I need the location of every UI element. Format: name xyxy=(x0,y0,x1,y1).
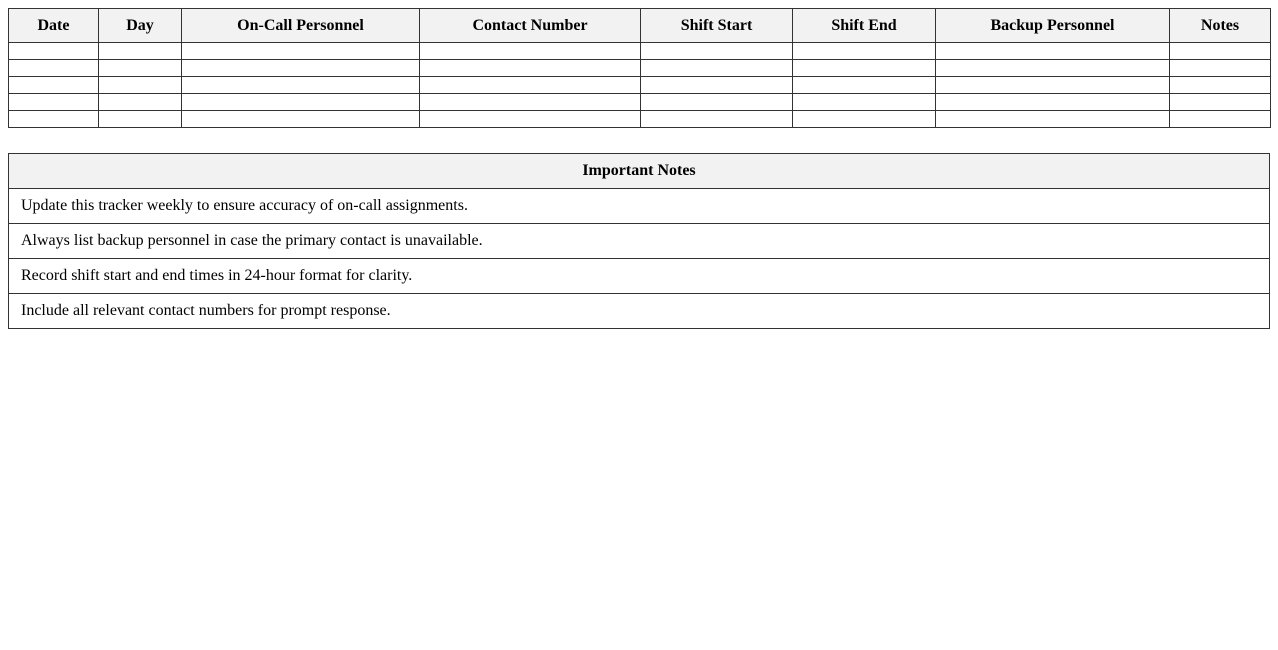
table-cell xyxy=(641,43,793,60)
list-item xyxy=(9,294,1270,329)
table-cell xyxy=(936,43,1170,60)
table-cell xyxy=(936,111,1170,128)
table-cell xyxy=(1170,77,1271,94)
table-cell xyxy=(9,43,99,60)
table-row xyxy=(9,43,1271,60)
table-cell xyxy=(182,60,420,77)
table-cell xyxy=(936,60,1170,77)
table-cell xyxy=(9,94,99,111)
table-cell xyxy=(793,60,936,77)
note-text: Update this tracker weekly to ensure accuracy of on-call assignments. xyxy=(9,189,1270,224)
table-cell xyxy=(936,94,1170,111)
table-cell xyxy=(99,111,182,128)
table-cell xyxy=(793,77,936,94)
list-item xyxy=(9,189,1270,224)
table-cell xyxy=(9,77,99,94)
note-text: Record shift start and end times in 24-hour format for clarity. xyxy=(9,259,1270,294)
table-cell xyxy=(99,43,182,60)
table-cell xyxy=(99,60,182,77)
table-cell xyxy=(99,94,182,111)
table-cell xyxy=(420,60,641,77)
table-cell xyxy=(9,111,99,128)
list-item xyxy=(9,259,1270,294)
table-cell xyxy=(793,94,936,111)
table-cell xyxy=(1170,60,1271,77)
table-header-row xyxy=(9,9,1271,43)
table-cell xyxy=(9,60,99,77)
table-cell xyxy=(641,94,793,111)
column-header-date: Date xyxy=(9,9,99,43)
table-row xyxy=(9,94,1271,111)
column-header-shift-end: Shift End xyxy=(793,9,936,43)
column-header-backup-personnel: Backup Personnel xyxy=(936,9,1170,43)
important-notes-table xyxy=(8,153,1270,329)
column-header-shift-start: Shift Start xyxy=(641,9,793,43)
table-cell xyxy=(641,77,793,94)
table-cell xyxy=(182,77,420,94)
note-text: Include all relevant contact numbers for prompt response. xyxy=(9,294,1270,329)
table-cell xyxy=(1170,94,1271,111)
page-content xyxy=(8,8,1270,329)
notes-header-row xyxy=(9,154,1270,189)
table-cell xyxy=(1170,43,1271,60)
column-header-on-call-personnel: On-Call Personnel xyxy=(182,9,420,43)
note-text: Always list backup personnel in case the primary contact is unavailable. xyxy=(9,224,1270,259)
table-cell xyxy=(936,77,1170,94)
table-cell xyxy=(182,43,420,60)
important-notes-title: Important Notes xyxy=(9,154,1270,189)
table-cell xyxy=(182,111,420,128)
table-cell xyxy=(99,77,182,94)
table-row xyxy=(9,60,1271,77)
table-cell xyxy=(182,94,420,111)
table-cell xyxy=(1170,111,1271,128)
table-cell xyxy=(641,111,793,128)
table-cell xyxy=(420,94,641,111)
table-cell xyxy=(420,43,641,60)
table-cell xyxy=(793,111,936,128)
column-header-contact-number: Contact Number xyxy=(420,9,641,43)
table-cell xyxy=(793,43,936,60)
table-cell xyxy=(420,111,641,128)
on-call-tracker-table xyxy=(8,8,1271,128)
table-cell xyxy=(420,77,641,94)
table-row xyxy=(9,77,1271,94)
table-cell xyxy=(641,60,793,77)
list-item xyxy=(9,224,1270,259)
column-header-notes: Notes xyxy=(1170,9,1271,43)
table-row xyxy=(9,111,1271,128)
column-header-day: Day xyxy=(99,9,182,43)
